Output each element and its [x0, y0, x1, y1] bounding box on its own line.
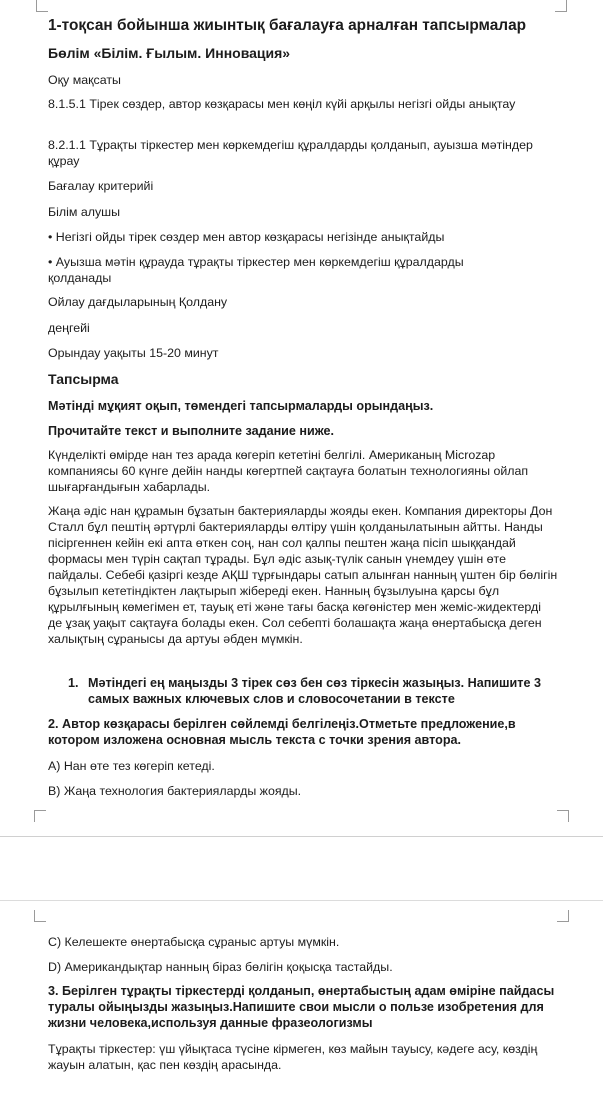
task-heading: Тапсырма [48, 371, 119, 387]
answer-option-c: С) Келешекте өнертабысқа сұраныс артуы мүмкін. [48, 935, 340, 949]
page-corner-mark [34, 810, 46, 822]
text-paragraph: Күнделікті өмірде нан тез арада көгеріп кететіні белгілі. Американың Microzap компаниясы 60 күнге дейін нанды көгертпей сақтауға болатын технологияны ойлап шығарғандығын хабарлады. [48, 448, 529, 494]
goals-label: Оқу мақсаты [48, 73, 121, 87]
phrase-list: Тұрақты тіркестер: үш үйықтаса түсіне кірмеген, көз майын тауысу, кәдеге асу, көздің жауын алатын, қас пен көздің арасында. [48, 1042, 538, 1072]
answer-option-b: В) Жаңа технология бактерияларды жояды. [48, 784, 302, 798]
document-title: 1-тоқсан бойынша жиынтық бағалауға арналған тапсырмалар [48, 17, 527, 34]
page-separator [0, 836, 603, 837]
criterion-item: • Негізгі ойды тірек сөздер мен автор көзқарасы негізінде анықтайды [48, 230, 445, 244]
instruction-ru: Прочитайте текст и выполните задание ниже. [48, 424, 335, 438]
question-1: Мәтіндегі ең маңызды 3 тірек сөз бен сөз тіркесін жазыңыз. Напишите 3 самых важных ключевых слов и словосочетании в тексте [88, 676, 541, 706]
time-label: Орындау уақыты 15-20 минут [48, 346, 219, 360]
criterion-item: • Ауызша мәтін құрауда тұрақты тіркестер мен көркемдегіш құралдарды қолданады [48, 255, 464, 285]
question-3: 3. Берілген тұрақты тіркестерді қолданып, өнертабыстың адам өміріне пайдасы туралы ойыңызды жазыңыз.Напишите свои мысли о пользе изобретения для жизни человека,используя данные фразеологизмы [48, 984, 555, 1030]
skills-label: Ойлау дағдыларының Қолдану [48, 295, 228, 309]
page-corner-mark [36, 0, 48, 12]
question-2: 2. Автор көзқарасы берілген сөйлемді белгілеңіз.Отметьте предложение,в котором изложена основная мысль текста с точки зрения автора. [48, 717, 516, 747]
document-page-2 [0, 900, 603, 1113]
answer-option-d: D) Американдықтар нанның біраз бөлігін қоқысқа тастайды. [48, 960, 393, 974]
level-label: деңгейі [48, 321, 90, 335]
learner-label: Білім алушы [48, 205, 120, 219]
goal-item: 8.2.1.1 Тұрақты тіркестер мен көркемдегіш құралдарды қолданып, ауызша мәтіндер құрау [48, 138, 533, 168]
page-corner-mark [34, 910, 46, 922]
section-title: Бөлім «Білім. Ғылым. Инновация» [48, 45, 291, 61]
answer-option-a: А) Нан өте тез көгеріп кетеді. [48, 759, 215, 773]
instruction-kz: Мәтінді мұқият оқып, төмендегі тапсырмаларды орындаңыз. [48, 399, 434, 413]
criteria-label: Бағалау критерийі [48, 179, 154, 193]
goal-item: 8.1.5.1 Тірек сөздер, автор көзқарасы мен көңіл күйі арқылы негізгі ойды анықтау [48, 97, 516, 111]
page-corner-mark [555, 0, 567, 12]
page-corner-mark [557, 810, 569, 822]
question-number: 1. [68, 676, 79, 690]
text-paragraph: Жаңа әдіс нан құрамын бұзатын бактерияларды жояды екен. Компания директоры Дон Сталл бұл пештің әртүрлі бактерияларды өлтіру үшін қолданылатынын айтты. Нанды пісіргеннен кейін екі апта өткен соң, нан сол қалпы пештен жаңа пісіп шыққандай формасы мен түрін сақтап тұрады. Бұл әдіс азық-түлік санын үнемдеу үшін өте пайдалы. Себебі қазіргі кезде АҚШ тұрғындары сатып алынған нанның үштен бір бөлігін бұзылып кететіндіктен лақтырып жібереді екен. Нанның бұзылуына қарсы бұл құрылғының көмегімен ет, тауық еті және тағы басқа көгөністер мен жеміс-жидектерді де ұзақ уақыт сақтауға болады екен. Сол себепті болашақта жаңа өнертабысқа деген халықтың сұранысы да артуы әбден мүмкін. [48, 504, 558, 646]
page-corner-mark [557, 910, 569, 922]
